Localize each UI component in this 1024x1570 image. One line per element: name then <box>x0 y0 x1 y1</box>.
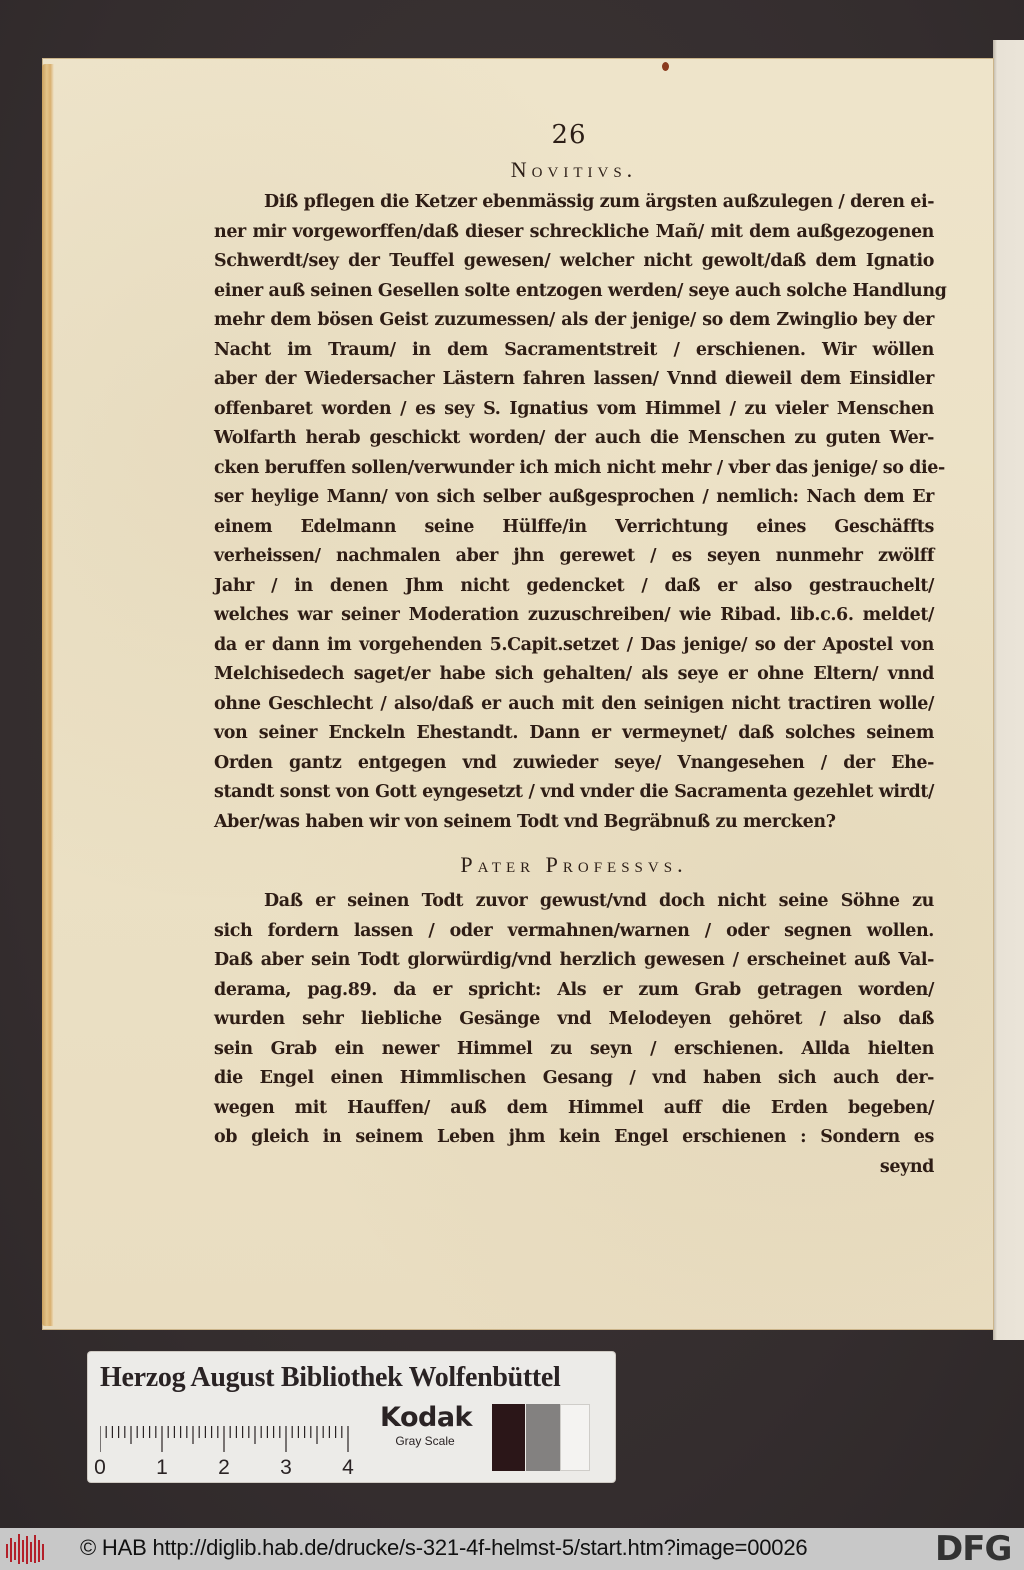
text-line: sein Grab ein newer Himmel zu seyn / erschienen. Allda hielten <box>214 1038 934 1059</box>
ruler-label: 0 <box>94 1456 106 1479</box>
gray-swatch-white <box>560 1404 590 1471</box>
text-line: standt sonst von Gott eyngesetzt / vnd vnder die Sacramenta gezehlet wirdt/ <box>214 782 934 802</box>
hab-logo-icon <box>4 1532 48 1566</box>
text-line: wegen mit Hauffen/ auß dem Himmel auff die Erden begeben/ <box>214 1097 934 1118</box>
ruler-label: 4 <box>342 1456 354 1479</box>
text-line: Aber/was haben wir von seinem Todt vnd Begräbnuß zu mercken? <box>214 811 836 832</box>
institution-name: Herzog August Bibliothek Wolfenbüttel <box>100 1362 561 1393</box>
kodak-brand: Kodak <box>380 1402 472 1433</box>
text-line: da er dann im vorgehenden 5.Capit.setzet / Das jenige/ so der Apostel von <box>214 634 934 655</box>
text-line: Diß pflegen die Ketzer ebenmässig zum ärgsten außzulegen / deren ei- <box>264 192 935 212</box>
ruler-labels <box>94 1426 362 1479</box>
text-line: Melchisedech saget/er habe sich gehalten/ als seye er ohne Eltern/ vnnd <box>214 664 934 684</box>
text-line: ohne Geschlecht / also/daß er auch mit den seinigen nicht tractiren wolle/ <box>214 693 934 714</box>
catchword: seynd <box>879 1156 934 1177</box>
color-target-card <box>88 1352 615 1482</box>
text-line: ner mir vorgeworffen/daß dieser schreckliche Mañ/ mit dem außgezogenen <box>214 221 934 242</box>
text-line: Daß er seinen Todt zuvor gewust/vnd doch nicht seine Söhne zu <box>264 891 934 911</box>
text-line: Wolfarth herab geschickt worden/ der auch die Menschen zu guten Wer- <box>214 428 934 448</box>
text-line: von seiner Enckeln Ehestandt. Dann er vermeynet/ daß solches seinem <box>214 723 934 743</box>
text-line: einer auß seinen Gesellen solte entzogen werden/ seye auch solche Handlung <box>214 280 947 301</box>
text-line: ob gleich in seinem Leben jhm kein Engel erschienen : Sondern es <box>214 1127 934 1147</box>
text-line: die Engel einen Himmlischen Gesang / vnd haben sich auch der- <box>214 1068 934 1088</box>
dfg-logo: DFG <box>935 1529 1012 1569</box>
text-line: wurden sehr liebliche Gesänge vnd Melodeyen gehöret / also daß <box>214 1009 934 1029</box>
kodak-label <box>380 1402 470 1448</box>
text-line: derama, pag.89. da er spricht: Als er zum Grab getragen worden/ <box>214 979 934 1000</box>
ink-spot <box>662 62 669 71</box>
footer-bar <box>0 1528 1024 1570</box>
speaker-heading-pater-professus: Pater Professvs. <box>460 852 688 877</box>
next-page-edge <box>993 40 1024 1340</box>
text-line: Daß aber sein Todt glorwürdig/vnd herzlich gewesen / erscheinet auß Val- <box>214 950 934 970</box>
text-line: Schwerdt/sey der Teuffel gewesen/ welcher nicht gewolt/daß dem Ignatio <box>214 251 934 271</box>
ruler-label: 2 <box>218 1456 230 1479</box>
text-line: cken beruffen sollen/verwunder ich mich nicht mehr / vber das jenige/ so die- <box>214 457 945 478</box>
text-line: aber der Wiedersacher Lästern fahren lassen/ Vnnd dieweil dem Einsidler <box>214 369 934 389</box>
page-number: 26 <box>551 120 587 150</box>
text-line: offenbaret worden / es sey S. Ignatius vom Himmel / zu vieler Menschen <box>214 398 934 419</box>
kodak-subtitle: Gray Scale <box>395 1434 455 1448</box>
text-line: verheissen/ nachmalen aber jhn gerewet / es seyen nunmehr zwölff <box>214 546 934 566</box>
text-line: sich fordern lassen / oder vermahnen/warnen / oder segnen wollen. <box>214 920 934 941</box>
gray-swatch-mid <box>526 1404 560 1471</box>
paragraph-novitius <box>214 188 947 837</box>
text-line: welches war seiner Moderation zuzuschreiben/ wie Ribad. lib.c.6. meldet/ <box>214 605 934 625</box>
page-gilt-edge <box>42 64 54 1326</box>
paragraph-pater-professus <box>214 887 934 1182</box>
text-line: Nacht im Traum/ in dem Sacramentstreit / erschienen. Wir wöllen <box>214 339 934 360</box>
text-line: Orden gantz entgegen vnd zuwieder seye/ Vnangesehen / der Ehe- <box>214 752 934 773</box>
text-line: Jahr / in denen Jhm nicht gedencket / daß er also gestrauchelt/ <box>214 575 934 596</box>
text-line: mehr dem bösen Geist zuzumessen/ als der jenige/ so dem Zwinglio bey der <box>214 310 934 330</box>
ruler-label: 3 <box>280 1456 292 1479</box>
ruler-label: 1 <box>156 1456 168 1479</box>
page-text <box>214 118 947 1182</box>
gray-swatch-black <box>492 1404 525 1471</box>
text-line: ser heylige Mann/ von sich selber außgesprochen / nemlich: Nach dem Er <box>214 487 934 507</box>
copyright-url: © HAB http://diglib.hab.de/drucke/s-321-4f-helmst-5/start.htm?image=00026 <box>80 1535 808 1560</box>
text-line: einem Edelmann seine Hülffe/in Verrichtung eines Geschäffts <box>214 516 934 537</box>
speaker-heading-novitius: Novitivs. <box>510 157 638 182</box>
